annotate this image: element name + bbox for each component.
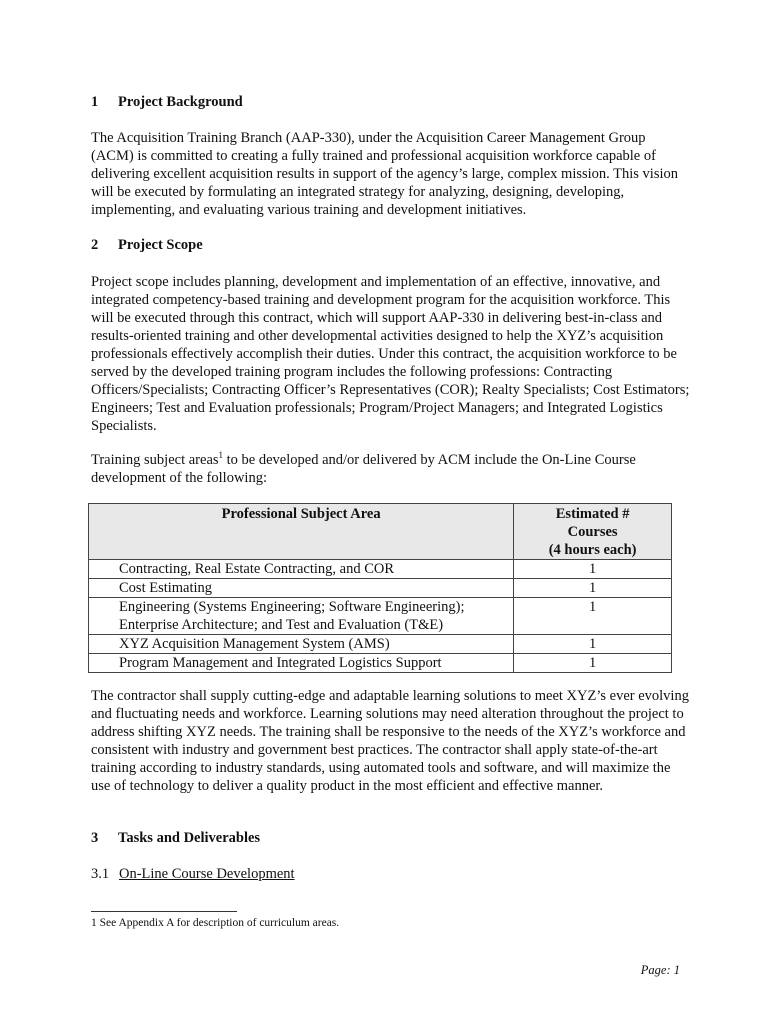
table-row <box>89 598 672 635</box>
section-title: Project Background <box>118 94 243 110</box>
table-row <box>89 654 672 673</box>
header-line-3: (4 hours each) <box>548 542 637 558</box>
contractor-paragraph: The contractor shall supply cutting-edge and adaptable learning solutions to meet XYZ’s ever evolving and fluctuating needs and workforce. Learning solutions may need alteration throughout the project to address shifting XYZ needs. The training shall be responsive to the needs of the XYZ’s workforce and consistent with industry and government best practices. The contractor shall apply state-of-the-art training according to industry standards, using automated tools and software, and will maximize the use of technology to deliver a quality product in the most efficient and effective manner. <box>91 688 689 794</box>
table-row <box>89 635 672 654</box>
footnote-reference[interactable]: 1 <box>218 450 224 461</box>
section-number: 2 <box>91 237 99 253</box>
subject-area-cell: Program Management and Integrated Logistics Support <box>89 654 514 673</box>
header-subject-area: Professional Subject Area <box>89 504 514 560</box>
footnote-text: 1 See Appendix A for description of curriculum areas. <box>91 917 340 929</box>
header-line-2: Courses <box>567 524 618 540</box>
subject-area-cell: Engineering (Systems Engineering; Software Engineering); Enterprise Architecture; and Test and Evaluation (T&E) <box>89 598 514 635</box>
course-count-cell: 1 <box>514 635 672 654</box>
scope-paragraph: Project scope includes planning, development and implementation of an effective, innovative, and integrated competency-based training and development program for the acquisition workforce. This will be executed through this contract, which will support AAP-330 in delivering best-in-class and results-oriented training and other developmental activities designed to help the XYZ’s acquisition professionals effectively accomplish their duties. Under this contract, the acquisition workforce to be served by the developed training program includes the following professions: Contracting Officers/Specialists; Contracting Officer’s Representatives (COR); Realty Specialists; Cost Estimators; Engineers; Test and Evaluation professionals; Program/Project Managers; and Integrated Logistics Specialists. <box>91 274 690 434</box>
footnote-separator <box>91 911 237 912</box>
background-paragraph: The Acquisition Training Branch (AAP-330), under the Acquisition Career Management Group (ACM) is committed to creating a fully trained and professional acquisition workforce capable of delivering excellent acquisition results in support of the agency’s large, complex mission. This vision will be executed by formulating an integrated strategy for analyzing, designing, developing, implementing, and evaluating various training and development initiatives. <box>91 130 679 218</box>
section-heading-project-scope <box>91 237 203 254</box>
course-count-cell: 1 <box>514 579 672 598</box>
course-count-cell: 1 <box>514 598 672 635</box>
section-number: 3 <box>91 830 99 846</box>
section-heading-project-background <box>91 94 243 111</box>
subject-area-cell: Contracting, Real Estate Contracting, and COR <box>89 560 514 579</box>
subsection-heading-online-course <box>91 866 295 883</box>
table-row <box>89 560 672 579</box>
course-count-cell: 1 <box>514 654 672 673</box>
training-text-end: to be developed and/or delivered by ACM include the On-Line Course development of the following: <box>91 452 636 486</box>
training-text-start: Training subject areas <box>91 452 219 468</box>
section-title: Tasks and Deliverables <box>118 830 261 846</box>
subject-area-table <box>88 503 672 673</box>
training-paragraph <box>91 451 691 487</box>
subject-area-cell: Cost Estimating <box>89 579 514 598</box>
subject-area-cell: XYZ Acquisition Management System (AMS) <box>89 635 514 654</box>
section-number: 1 <box>91 94 99 110</box>
table-header-row <box>89 504 672 560</box>
header-line-1: Estimated # <box>555 506 630 522</box>
subsection-number: 3.1 <box>91 866 110 882</box>
course-count-cell: 1 <box>514 560 672 579</box>
subsection-title[interactable]: On-Line Course Development <box>119 866 295 882</box>
section-heading-tasks-deliverables <box>91 830 260 847</box>
table-row <box>89 579 672 598</box>
page-number: Page: 1 <box>640 963 680 977</box>
section-title: Project Scope <box>118 237 203 253</box>
header-estimated-courses <box>514 504 672 560</box>
